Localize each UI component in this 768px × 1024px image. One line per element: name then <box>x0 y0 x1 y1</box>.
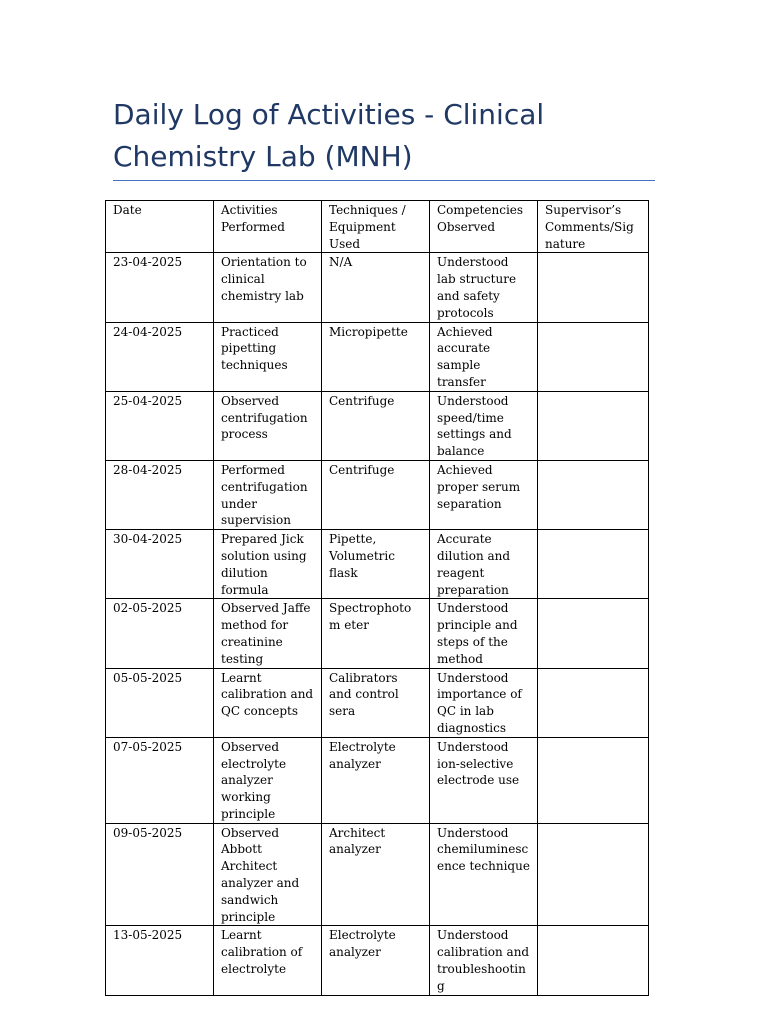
cell-supervisor-comment <box>538 668 649 737</box>
cell-supervisor-comment <box>538 530 649 599</box>
table-row <box>106 391 649 460</box>
table-row <box>106 668 649 737</box>
cell-competency: Understood principle and steps of the method <box>430 599 538 668</box>
cell-supervisor-comment <box>538 823 649 926</box>
header-activities: Activities Performed <box>214 201 322 253</box>
cell-date: 24-04-2025 <box>106 322 214 391</box>
cell-competency: Understood calibration and troubleshooting <box>430 926 538 995</box>
cell-date: 23-04-2025 <box>106 253 214 322</box>
cell-technique: Architect analyzer <box>322 823 430 926</box>
cell-competency: Achieved accurate sample transfer <box>430 322 538 391</box>
table-row <box>106 737 649 823</box>
table-row <box>106 926 649 995</box>
table-header-row <box>106 201 649 253</box>
cell-technique: Centrifuge <box>322 460 430 529</box>
cell-competency: Understood speed/time settings and balance <box>430 391 538 460</box>
cell-activity: Observed Abbott Architect analyzer and sandwich principle <box>214 823 322 926</box>
page-title: Daily Log of Activities - Clinical Chemistry Lab (MNH) <box>113 98 545 173</box>
cell-activity: Learnt calibration and QC concepts <box>214 668 322 737</box>
cell-technique: N/A <box>322 253 430 322</box>
cell-activity: Orientation to clinical chemistry lab <box>214 253 322 322</box>
cell-activity: Observed electrolyte analyzer working principle <box>214 737 322 823</box>
cell-technique: Electrolyte analyzer <box>322 926 430 995</box>
cell-supervisor-comment <box>538 253 649 322</box>
cell-date: 28-04-2025 <box>106 460 214 529</box>
cell-technique: Calibrators and control sera <box>322 668 430 737</box>
cell-date: 25-04-2025 <box>106 391 214 460</box>
table-row <box>106 530 649 599</box>
cell-competency: Understood ion-selective electrode use <box>430 737 538 823</box>
cell-date: 09-05-2025 <box>106 823 214 926</box>
table-row <box>106 460 649 529</box>
cell-competency: Understood lab structure and safety protocols <box>430 253 538 322</box>
cell-activity: Prepared Jick solution using dilution formula <box>214 530 322 599</box>
cell-technique: Electrolyte analyzer <box>322 737 430 823</box>
title-underline <box>113 180 655 181</box>
cell-competency: Achieved proper serum separation <box>430 460 538 529</box>
header-competencies: Competencies Observed <box>430 201 538 253</box>
cell-date: 13-05-2025 <box>106 926 214 995</box>
cell-supervisor-comment <box>538 460 649 529</box>
cell-supervisor-comment <box>538 737 649 823</box>
header-techniques: Techniques / Equipment Used <box>322 201 430 253</box>
activity-log-table <box>105 200 649 996</box>
cell-date: 07-05-2025 <box>106 737 214 823</box>
cell-activity: Performed centrifugation under supervision <box>214 460 322 529</box>
cell-competency: Understood chemiluminesc ence technique <box>430 823 538 926</box>
cell-date: 30-04-2025 <box>106 530 214 599</box>
cell-supervisor-comment <box>538 599 649 668</box>
cell-supervisor-comment <box>538 926 649 995</box>
cell-supervisor-comment <box>538 322 649 391</box>
cell-supervisor-comment <box>538 391 649 460</box>
cell-technique: Spectrophotom eter <box>322 599 430 668</box>
cell-date: 02-05-2025 <box>106 599 214 668</box>
cell-activity: Observed centrifugation process <box>214 391 322 460</box>
table-row <box>106 599 649 668</box>
table-row <box>106 322 649 391</box>
cell-competency: Accurate dilution and reagent preparation <box>430 530 538 599</box>
cell-date: 05-05-2025 <box>106 668 214 737</box>
cell-technique: Centrifuge <box>322 391 430 460</box>
cell-activity: Practiced pipetting techniques <box>214 322 322 391</box>
header-date: Date <box>106 201 214 253</box>
table-row <box>106 253 649 322</box>
cell-technique: Micropipette <box>322 322 430 391</box>
cell-competency: Understood importance of QC in lab diagnostics <box>430 668 538 737</box>
cell-technique: Pipette, Volumetric flask <box>322 530 430 599</box>
cell-activity: Learnt calibration of electrolyte <box>214 926 322 995</box>
table-row <box>106 823 649 926</box>
cell-activity: Observed Jaffe method for creatinine testing <box>214 599 322 668</box>
header-supervisor-comments: Supervisor’s Comments/Sig nature <box>538 201 649 253</box>
